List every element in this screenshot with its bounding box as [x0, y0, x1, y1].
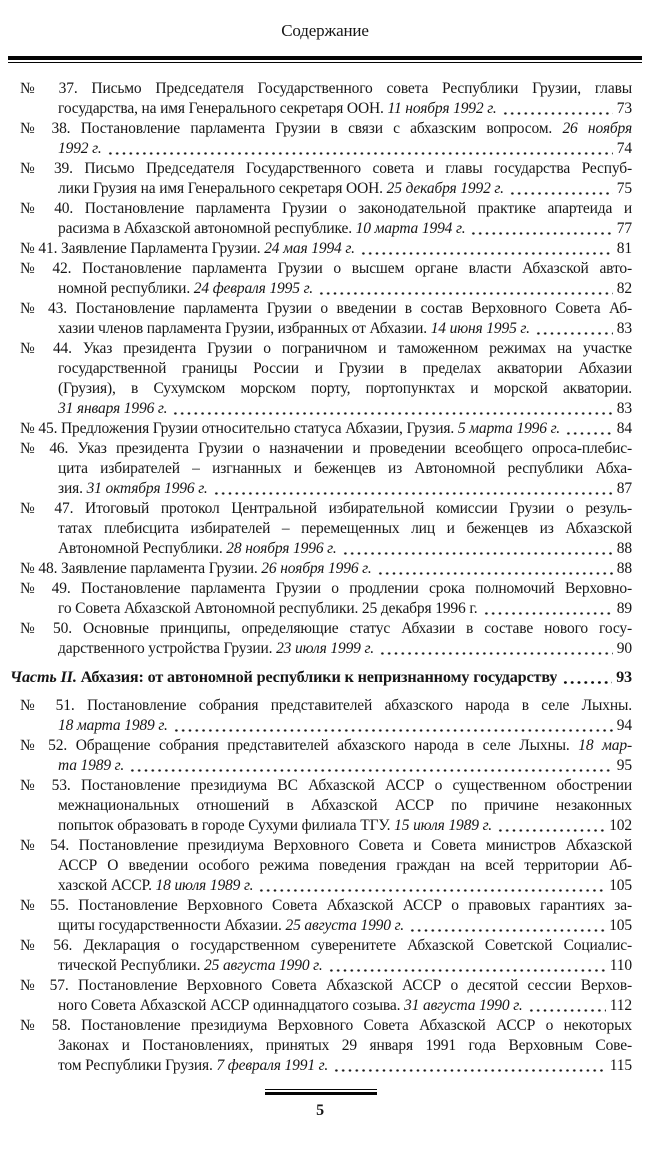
entry-date: 11 ноября 1992 г.: [387, 100, 497, 118]
toc-entry: [20, 499, 632, 559]
entry-text: (Грузия), в Сухумском морском порту, портопунктах и морской акватории.: [58, 380, 632, 398]
entry-line-text: [58, 816, 492, 836]
entry-page-number: 87: [616, 480, 632, 498]
entry-line-text: [58, 539, 337, 559]
page: [0, 20, 650, 1121]
entry-line: [20, 259, 632, 279]
toc-entry: [20, 119, 632, 159]
entry-date: 26 ноября 1996 г.: [261, 560, 372, 578]
toc-entry: [20, 419, 632, 439]
entry-line-text: [58, 179, 504, 199]
entry-page-number: 77: [616, 220, 632, 238]
dot-leader: [213, 479, 613, 499]
entry-number: № 52.: [20, 737, 76, 755]
entry-date: 24 февраля 1995 г.: [193, 280, 313, 298]
dot-leader: [409, 916, 605, 936]
entry-number: № 54.: [20, 837, 79, 855]
entry-text: Предложения Грузии относительно статуса Абхазии, Грузия.: [61, 420, 458, 438]
entry-date: 18 июля 1989 г.: [155, 877, 254, 895]
entry-text: расизма в Абхазской автономной республике.: [58, 220, 356, 238]
entry-text: Основные принципы, определяющие статус Абхазии в составе нового госу-: [83, 620, 632, 638]
entry-text: Постановление парламента Грузии о высшем органе власти Абхазской авто-: [82, 260, 632, 278]
toc-entry: [20, 559, 632, 579]
entry-page-number: 88: [616, 560, 632, 578]
entry-date: 25 августа 1990 г.: [285, 917, 405, 935]
entry-text: Постановление парламента Грузии о введении в состав Верховного Совета Аб-: [75, 300, 632, 318]
entry-text: Постановление парламента Грузии в связи с абхазским вопросом.: [80, 120, 563, 138]
toc-entry: [20, 79, 632, 119]
entry-page-number: 83: [616, 400, 632, 418]
dot-leader: [328, 956, 606, 976]
entry-text: том Республики Грузия.: [58, 1057, 217, 1075]
entry-line: [20, 239, 632, 259]
entry-page-number: 94: [616, 717, 632, 735]
entry-date: 18 марта 1989 г.: [58, 717, 168, 735]
entry-text: Заявление Парламента Грузии.: [61, 240, 265, 258]
entry-date: 7 февраля 1991 г.: [216, 1057, 329, 1075]
entry-date: 24 мая 1994 г.: [264, 240, 355, 258]
entry-page-number: 112: [609, 997, 632, 1015]
toc: [10, 79, 632, 1076]
entry-text: попыток образовать в городе Сухуми филиала ТГУ.: [58, 817, 395, 835]
toc-entry: [20, 896, 632, 936]
header-rule: [8, 56, 642, 63]
entry-line-text: [58, 916, 404, 936]
entry-date: 31 октября 1996 г.: [86, 480, 208, 498]
entry-text: АССР О введении особого режима поведения граждан на всей территории Аб-: [58, 857, 632, 875]
entry-text: лики Грузия на имя Генерального секретаря ООН.: [58, 180, 387, 198]
entry-line-text: [58, 716, 168, 736]
entry-line-text: [20, 559, 372, 579]
entry-text: хазии членов парламента Грузии, избранных от Абхазии.: [58, 320, 431, 338]
toc-entry: [20, 976, 632, 1016]
entry-number: № 58.: [20, 1017, 82, 1035]
entry-line: [58, 459, 632, 479]
entry-line: [20, 976, 632, 996]
entry-date: та 1989 г.: [58, 757, 125, 775]
entry-date: 10 марта 1994 г.: [355, 220, 466, 238]
entry-number: № 48.: [20, 560, 62, 578]
entry-number: № 51.: [20, 697, 87, 715]
entry-line: [58, 99, 632, 119]
entry-page-number: 75: [616, 180, 632, 198]
entry-text: Автономной Республики.: [58, 540, 227, 558]
entry-text: Итоговый протокол Центральной избирательной комиссии Грузии о резуль-: [85, 500, 632, 518]
entry-number: № 49.: [20, 580, 81, 598]
entry-date: 18 мар-: [578, 737, 632, 755]
entry-line-text: [58, 319, 530, 339]
entry-text: Постановление парламента Грузии о законодательной практике апартеида и: [84, 200, 632, 218]
part-page-number: 93: [616, 668, 632, 687]
entry-line: [58, 916, 632, 936]
toc-entry: [20, 1016, 632, 1076]
entry-line: [20, 499, 632, 519]
entry-text: Постановление Верховного Совета Абхазской АССР о правовых гарантиях за-: [78, 897, 632, 915]
entry-date: 15 июля 1989 г.: [394, 817, 492, 835]
entry-line: [20, 896, 632, 916]
entry-line: [20, 936, 632, 956]
entry-line-text: [58, 1056, 328, 1076]
entry-text: Постановление президиума Верховного Совета Абхазской АССР о некоторых: [81, 1017, 632, 1035]
entry-line-text: [58, 876, 253, 896]
entry-line: [20, 836, 632, 856]
entry-number: № 41.: [20, 240, 62, 258]
entry-date: 31 августа 1990 г.: [404, 997, 523, 1015]
entry-text: щиты государственности Абхазии.: [58, 917, 286, 935]
dot-leader: [565, 419, 613, 439]
toc-entry: [20, 736, 632, 776]
entry-page-number: 84: [616, 420, 632, 438]
entry-text: государственной границы России и Грузии в пределах акватории Абхазии: [58, 360, 632, 378]
entry-line-text: [58, 956, 323, 976]
entry-line: [58, 1036, 632, 1056]
toc-entry: [20, 776, 632, 836]
entry-text: Обращение собрания представителей абхазского народа в селе Лыхны.: [75, 737, 579, 755]
dot-leader: [562, 667, 612, 688]
toc-entry: [20, 299, 632, 339]
dot-leader: [107, 139, 613, 159]
entry-line: [58, 139, 632, 159]
entry-line-text: [58, 756, 124, 776]
entry-number: № 53.: [20, 777, 81, 795]
entry-line: [58, 856, 632, 876]
entry-text: Письмо Председателя Государственного совета Республики Грузии, главы: [91, 80, 632, 98]
entry-text: хазской АССР.: [58, 877, 156, 895]
entry-line: [58, 479, 632, 499]
entry-page-number: 95: [616, 757, 632, 775]
entry-line: [58, 379, 632, 399]
entry-line: [58, 876, 632, 896]
entry-line-text: [20, 239, 355, 259]
entry-line: [58, 639, 632, 659]
entry-line: [20, 736, 632, 756]
page-number: 5: [316, 1102, 324, 1120]
dot-leader: [497, 816, 605, 836]
entry-text: Письмо Председателя Государственного совета и главы государства Респуб-: [84, 160, 632, 178]
dot-leader: [535, 319, 613, 339]
entry-text: Указ президента Грузии о пограничном и таможенном режимах на участке: [82, 340, 632, 358]
entry-page-number: 73: [616, 100, 632, 118]
entry-date: 26 ноября: [562, 120, 632, 138]
entry-number: № 56.: [20, 937, 84, 955]
entry-line: [58, 816, 632, 836]
entry-text: Постановление президиума ВС Абхазской АССР о существенном обострении: [80, 777, 632, 795]
entry-text: Декларация о государственном суверенитете Абхазской Советской Социалис-: [83, 937, 632, 955]
entry-date: 5 марта 1996 г.: [457, 420, 561, 438]
entry-line: [58, 359, 632, 379]
entry-text: Указ президента Грузии о назначении и проведении всеобщего опроса-плебис-: [77, 440, 632, 458]
entry-line: [58, 599, 632, 619]
entry-line-text: [58, 139, 102, 159]
dot-leader: [172, 399, 612, 419]
entry-line: [20, 439, 632, 459]
part-heading-text: [10, 667, 557, 688]
dot-leader: [342, 539, 613, 559]
entry-line-text: [58, 399, 167, 419]
dot-leader: [258, 876, 605, 896]
dot-leader: [502, 99, 613, 119]
part-heading: [10, 667, 632, 688]
entry-line: [58, 399, 632, 419]
entry-date: 31 января 1996 г.: [58, 400, 168, 418]
entry-date: 28 ноября 1996 г.: [226, 540, 337, 558]
dot-leader: [318, 279, 613, 299]
entry-page-number: 110: [609, 957, 632, 975]
dot-leader: [377, 559, 613, 579]
entry-line: [20, 1016, 632, 1036]
entry-line-text: [58, 219, 465, 239]
toc-entry: [20, 239, 632, 259]
dot-leader: [360, 239, 613, 259]
part-title: Абхазия: от автономной республики к непризнанному государству: [80, 668, 558, 687]
entry-line: [20, 299, 632, 319]
entry-number: № 37.: [20, 80, 92, 98]
entry-number: № 40.: [20, 200, 85, 218]
entry-number: № 39.: [20, 160, 85, 178]
entry-number: № 46.: [20, 440, 78, 458]
entry-number: № 55.: [20, 897, 79, 915]
entry-page-number: 90: [616, 640, 632, 658]
entry-line-text: [58, 996, 523, 1016]
entry-page-number: 89: [616, 600, 632, 618]
page-footer: [0, 1089, 650, 1121]
entry-text: зия.: [58, 480, 87, 498]
entry-page-number: 105: [609, 877, 632, 895]
entry-line-text: [20, 419, 560, 439]
entry-page-number: 88: [616, 540, 632, 558]
entry-line: [58, 796, 632, 816]
dot-leader: [509, 179, 613, 199]
entry-text: дарственного устройства Грузии.: [58, 640, 277, 658]
entry-number: № 57.: [20, 977, 78, 995]
entry-text: Постановление президиума Верховного Совета и Совета министров Абхазской: [78, 837, 632, 855]
entry-date: 14 июня 1995 г.: [430, 320, 530, 338]
entry-date: 25 декабря 1992 г.: [386, 180, 504, 198]
toc-entry: [20, 439, 632, 499]
entry-line: [20, 199, 632, 219]
entry-page-number: 81: [616, 240, 632, 258]
dot-leader: [379, 639, 613, 659]
entry-text: татах плебисцита избирателей – перемещенных лиц и беженцев из Абхазской: [58, 520, 632, 538]
entry-text: цита избирателей – изгнанных и беженцев из Автономной республики Абха-: [58, 460, 632, 478]
entry-page-number: 115: [609, 1057, 632, 1075]
toc-entry: [20, 199, 632, 239]
footer-rule: [265, 1089, 377, 1095]
entry-number: № 43.: [20, 300, 76, 318]
entry-number: № 42.: [20, 260, 83, 278]
entry-line: [20, 559, 632, 579]
entry-number: № 44.: [20, 340, 83, 358]
entry-text: межнациональных отношений в Абхазской АССР по причине незаконных: [58, 797, 632, 815]
entry-line: [58, 756, 632, 776]
entry-line: [20, 159, 632, 179]
entry-text: ного Совета Абхазской АССР одиннадцатого созыва.: [58, 997, 405, 1015]
toc-entry: [20, 259, 632, 299]
entry-number: № 47.: [20, 500, 86, 518]
entry-date: 23 июля 1999 г.: [276, 640, 374, 658]
toc-entry: [20, 936, 632, 976]
entry-page-number: 83: [616, 320, 632, 338]
entry-line: [58, 716, 632, 736]
entry-line: [58, 519, 632, 539]
entry-line: [20, 119, 632, 139]
dot-leader: [333, 1056, 606, 1076]
entry-page-number: 102: [609, 817, 632, 835]
entry-text: го Совета Абхазской Автономной республики. 25 декабря 1996 г.: [58, 600, 478, 618]
entry-text: Постановление Верховного Совета Абхазской АССР о десятой сессии Верхов-: [77, 977, 632, 995]
entry-number: № 50.: [20, 620, 84, 638]
entry-text: государства, на имя Генерального секретаря ООН.: [58, 100, 388, 118]
entry-text: номной республики.: [58, 280, 194, 298]
entry-line-text: [58, 479, 208, 499]
entry-page-number: 105: [609, 917, 632, 935]
page-title: Содержание: [281, 21, 369, 40]
entry-line-text: [58, 639, 374, 659]
entry-line: [20, 339, 632, 359]
toc-entry: [20, 339, 632, 419]
dot-leader: [129, 756, 613, 776]
toc-entry: [20, 696, 632, 736]
entry-line: [58, 279, 632, 299]
entry-line: [58, 179, 632, 199]
entry-line: [58, 956, 632, 976]
entry-line: [58, 996, 632, 1016]
entry-line: [58, 319, 632, 339]
entry-number: № 45.: [20, 420, 62, 438]
toc-entry: [20, 579, 632, 619]
entry-line-text: [58, 99, 497, 119]
entry-line: [58, 539, 632, 559]
entry-text: Законах и Постановлениях, принятых 29 января 1991 года Верховным Сове-: [58, 1037, 632, 1055]
toc-entry: [20, 836, 632, 896]
entry-line: [20, 619, 632, 639]
dot-leader: [528, 996, 606, 1016]
entry-line: [20, 776, 632, 796]
dot-leader: [483, 599, 613, 619]
entry-line-text: [58, 599, 478, 619]
entry-line: [20, 579, 632, 599]
entry-page-number: 74: [616, 140, 632, 158]
entry-text: Постановление собрания представителей абхазского народа в селе Лыхны.: [87, 697, 632, 715]
entry-date: 1992 г.: [58, 140, 102, 158]
entry-page-number: 82: [616, 280, 632, 298]
entry-line: [58, 219, 632, 239]
entry-line-text: [58, 279, 313, 299]
dot-leader: [470, 219, 612, 239]
entry-line: [20, 79, 632, 99]
entry-line: [20, 419, 632, 439]
entry-text: Заявление парламента Грузии.: [61, 560, 262, 578]
toc-entry: [20, 619, 632, 659]
toc-entry: [20, 159, 632, 199]
entry-text: Постановление парламента Грузии о продлении срока полномочий Верховно-: [81, 580, 632, 598]
entry-text: тической Республики.: [58, 957, 205, 975]
entry-line: [20, 696, 632, 716]
entry-number: № 38.: [20, 120, 81, 138]
part-label: Часть II.: [10, 668, 81, 687]
dot-leader: [173, 716, 613, 736]
entry-date: 25 августа 1990 г.: [204, 957, 323, 975]
entry-line: [58, 1056, 632, 1076]
